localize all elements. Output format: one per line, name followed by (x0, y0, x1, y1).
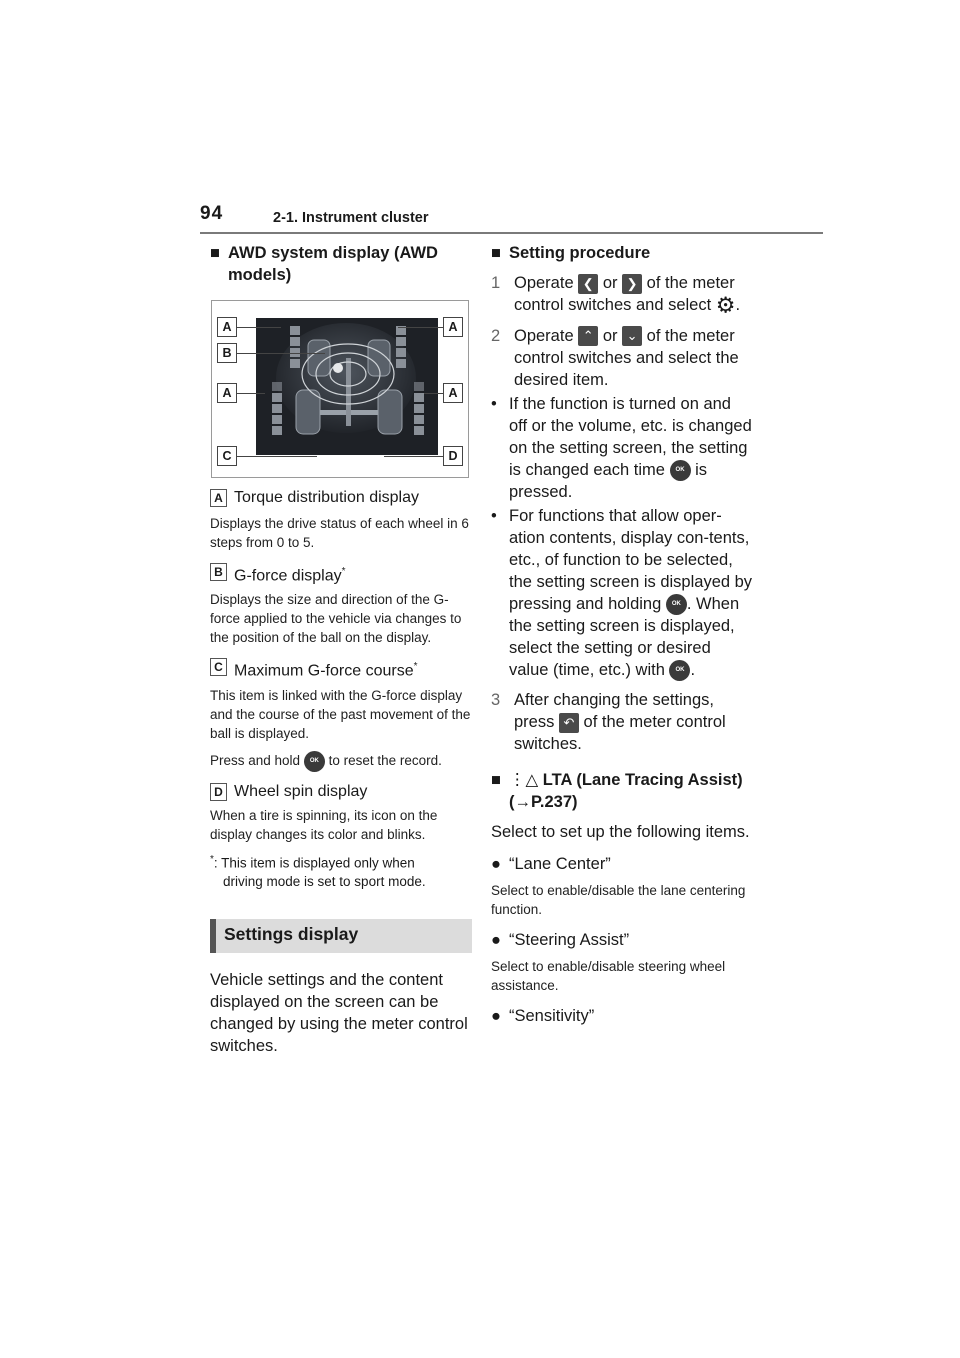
item-label: D (210, 783, 227, 801)
item-desc: Displays the drive status of each wheel in 6 steps from 0 to 5. (210, 516, 469, 550)
left-column (210, 242, 472, 1057)
right-column (491, 242, 753, 1027)
reset-note (210, 751, 472, 772)
option-title: “Steering Assist” (509, 931, 630, 950)
callout-b: B (217, 343, 237, 363)
lta-page-ref: →P.237) (514, 793, 578, 812)
step-number: 3 (491, 691, 501, 710)
ok-button-icon: OK (670, 460, 691, 481)
item-wheelspin (210, 782, 472, 802)
item-title: Torque distribution display (234, 489, 419, 506)
back-icon: ↶ (559, 713, 579, 733)
item-title: G-force display (234, 567, 342, 585)
header-rule (200, 232, 823, 234)
ok-button-icon: OK (669, 660, 690, 681)
step-text: After changing the settings, press (514, 691, 714, 732)
step-text: Operate (514, 326, 574, 345)
step-3 (491, 689, 753, 755)
ok-button-icon: OK (304, 751, 325, 772)
option-steering-assist: ● “Steering Assist” (491, 931, 630, 950)
setting-procedure-heading (491, 242, 753, 264)
item-desc: This item is linked with the G-force display and the course of the past movement of the ball is displayed. (210, 687, 471, 741)
footnote-marker: * (341, 566, 346, 577)
reset-note-post: to reset the record. (328, 752, 442, 768)
callout-d: D (443, 446, 463, 466)
callout-a-mid-right: A (443, 383, 463, 403)
bullet-text: For functions that allow oper-ation contents, display con-tents, etc., of function to be selected, the setting screen is displayed by pressing and holding (509, 506, 753, 613)
step-number: 1 (491, 274, 501, 292)
item-desc: Displays the size and direction of the G-force applied to the vehicle via changes to the position of the ball on the display. (210, 592, 462, 646)
gear-icon: ⚙ (715, 292, 736, 318)
leader-line (237, 456, 317, 457)
lta-intro: Select to set up the following items. (491, 823, 750, 842)
step-number: 2 (491, 326, 501, 345)
awd-heading-text: AWD system display (AWD models) (228, 244, 438, 284)
footnote (210, 850, 472, 892)
section-title: 2-1. Instrument cluster (273, 210, 429, 226)
item-gforce (210, 562, 472, 586)
option-sensitivity: ● “Sensitivity” (491, 1007, 595, 1026)
heading-marker: ■ (491, 771, 501, 790)
item-label: A (210, 489, 227, 507)
settings-body: Vehicle settings and the content displayed on the screen can be changed by using the meter control switches. (210, 971, 468, 1056)
chevron-up-icon: ⌃ (578, 326, 598, 346)
settings-display-bar: Settings display (210, 919, 472, 953)
bullet-text: is pressed. (509, 460, 708, 501)
step-text: . (735, 296, 741, 314)
footnote-marker: * (413, 661, 418, 673)
option-lane-center: ● “Lane Center” (491, 855, 611, 874)
leader-line (237, 327, 281, 328)
leader-line (237, 393, 265, 394)
item-label: B (210, 563, 227, 581)
leader-line (384, 456, 443, 457)
awd-display-image (256, 318, 438, 455)
reset-note-pre: Press and hold (210, 752, 301, 768)
step-1 (491, 272, 753, 317)
chevron-right-icon: ❯ (622, 274, 642, 294)
option-desc: Select to enable/disable steering wheel assistance. (491, 959, 726, 994)
lta-heading-text: LTA (Lane Tracing Assist) ( (509, 771, 743, 812)
callout-c: C (217, 446, 237, 466)
step-text: or (602, 326, 618, 345)
item-torque (210, 488, 472, 508)
callout-a-mid-left: A (217, 383, 237, 403)
page-number: 94 (200, 203, 224, 224)
callout-a-top-right: A (443, 317, 463, 337)
step-text: of the meter control switches and select the desired item. (514, 326, 739, 389)
heading-marker: ■ (210, 244, 220, 262)
leader-line (398, 327, 443, 328)
bullet-text: . When the setting screen is displayed, select the setting or desired value (time, etc.) with (509, 594, 740, 679)
bullet-text: If the function is turned on and off or the volume, etc. is changed on the setting screen, the setting is changed each time (509, 394, 752, 479)
bullet-2: • For functions that allow oper-ation contents, display con-tents, etc., of function to be selected, the setting screen is displayed by pressing and holding OK . When the setting screen is displayed, select the setting or desired value (time, etc.) with OK . (491, 505, 753, 681)
chevron-left-icon: ❮ (578, 274, 598, 294)
awd-figure (211, 300, 469, 478)
option-desc: Select to enable/disable the lane centering function. (491, 883, 746, 918)
chevron-down-icon: ⌄ (622, 326, 642, 346)
footnote-mark: * (210, 853, 214, 865)
item-title: Wheel spin display (234, 782, 368, 800)
item-desc: When a tire is spinning, its icon on the display changes its color and blinks. (210, 807, 438, 842)
step-text: or (602, 274, 618, 292)
step-text: Operate (514, 274, 574, 292)
callout-a-top-left: A (217, 317, 237, 337)
bullet-text: . (690, 660, 696, 679)
ok-button-icon: OK (666, 594, 687, 615)
awd-heading (210, 242, 472, 286)
option-title: “Sensitivity” (509, 1007, 595, 1026)
lta-heading (491, 769, 753, 813)
heading-marker: ■ (491, 244, 501, 262)
leader-line (237, 353, 325, 354)
step-2 (491, 325, 753, 391)
footnote-line-1: : This item is displayed only when (213, 855, 415, 871)
setting-procedure-text: Setting procedure (509, 244, 651, 262)
step-text: of the meter control switches. (514, 713, 726, 754)
option-title: “Lane Center” (509, 855, 611, 874)
item-max-gforce (210, 657, 472, 681)
item-label: C (210, 658, 227, 676)
step-text: of the meter control switches and select (514, 274, 735, 314)
footnote-line-2: driving mode is set to sport mode. (223, 874, 426, 890)
lane-assist-icon: ⋮△ (509, 771, 539, 790)
item-title: Maximum G-force course (234, 662, 414, 680)
leader-line (424, 393, 443, 394)
bullet-1: • If the function is turned on and off or the volume, etc. is changed on the setting screen, the setting is changed each time OK is pressed. (491, 394, 752, 501)
